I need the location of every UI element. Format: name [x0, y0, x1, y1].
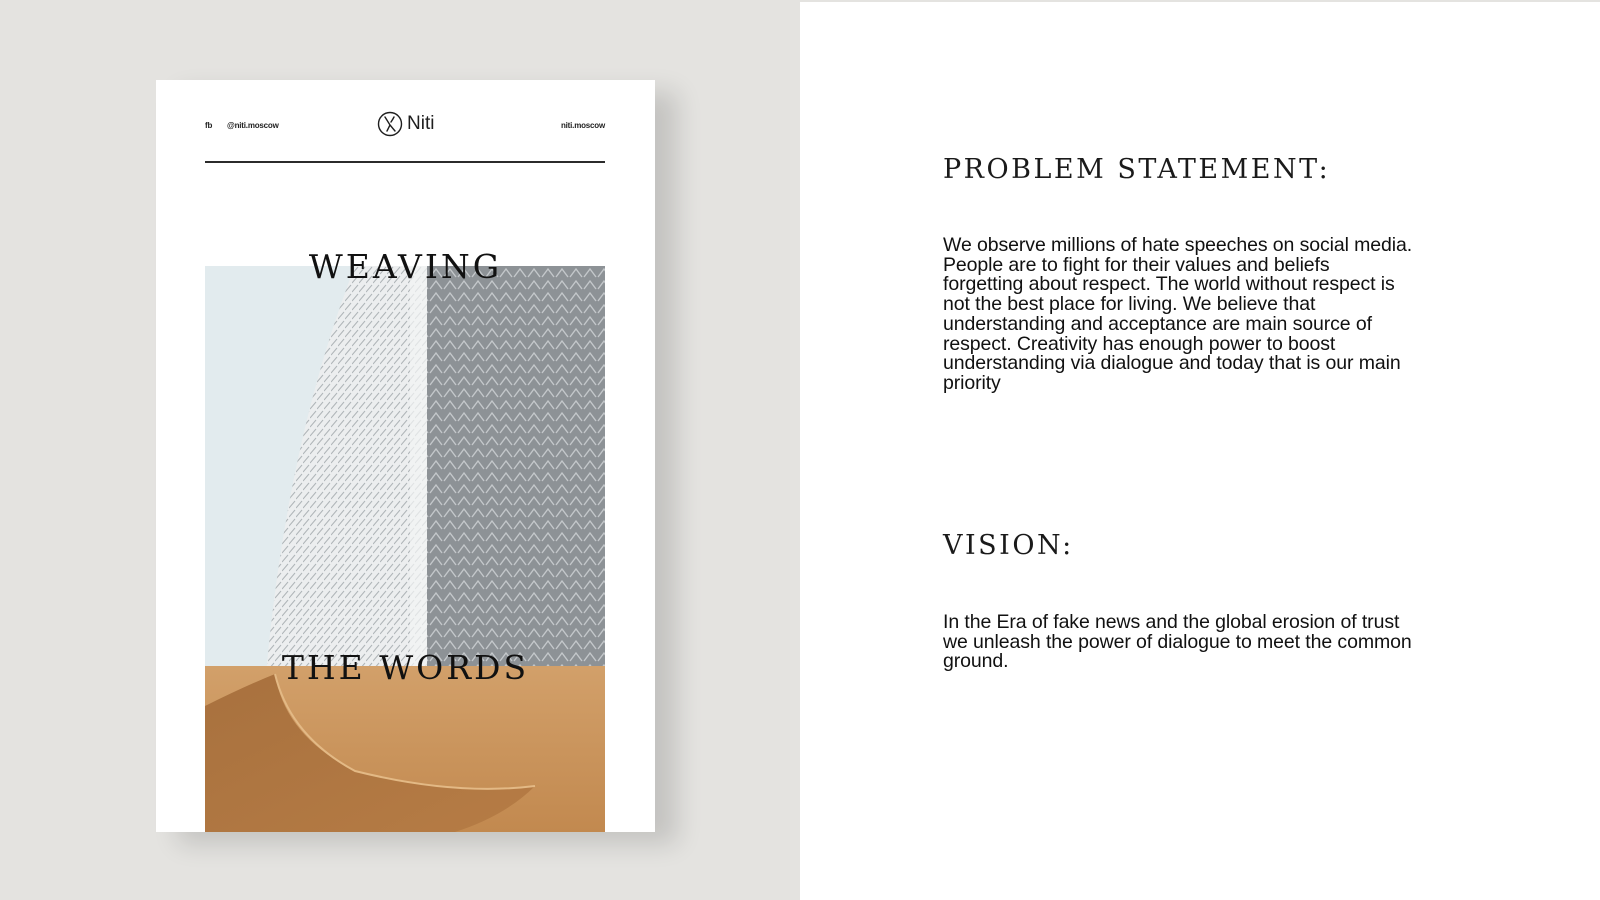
- right-panel: [800, 0, 1600, 900]
- poster-title-top: WEAVING: [308, 247, 503, 286]
- poster-title-bottom: THE WORDS: [281, 648, 530, 687]
- vision-heading: VISION:: [943, 530, 1074, 561]
- facebook-label: fb: [205, 121, 213, 130]
- niti-logo-icon: [377, 111, 403, 137]
- website-label: niti.moscow: [560, 121, 605, 130]
- brand-name: Niti: [407, 113, 435, 134]
- problem-statement-text: We observe millions of hate speeches on social media. People are to fight for their values and beliefs forgetting about respect. The world without respect is not the best place for living. We believe that understanding and acceptance are main source of respect. Creativity has enough power to boost understanding via dialogue and today that is our main priority: [943, 234, 1413, 394]
- poster-photo: [205, 266, 605, 832]
- poster: [156, 80, 655, 832]
- poster-header: [205, 106, 605, 163]
- vision-text: In the Era of fake news and the global erosion of trust we unleash the power of dialogue to meet the common ground.: [943, 611, 1412, 673]
- social-handle: @niti.moscow: [227, 121, 279, 130]
- brand-logo: [377, 110, 434, 138]
- problem-statement-heading: PROBLEM STATEMENT:: [943, 154, 1331, 185]
